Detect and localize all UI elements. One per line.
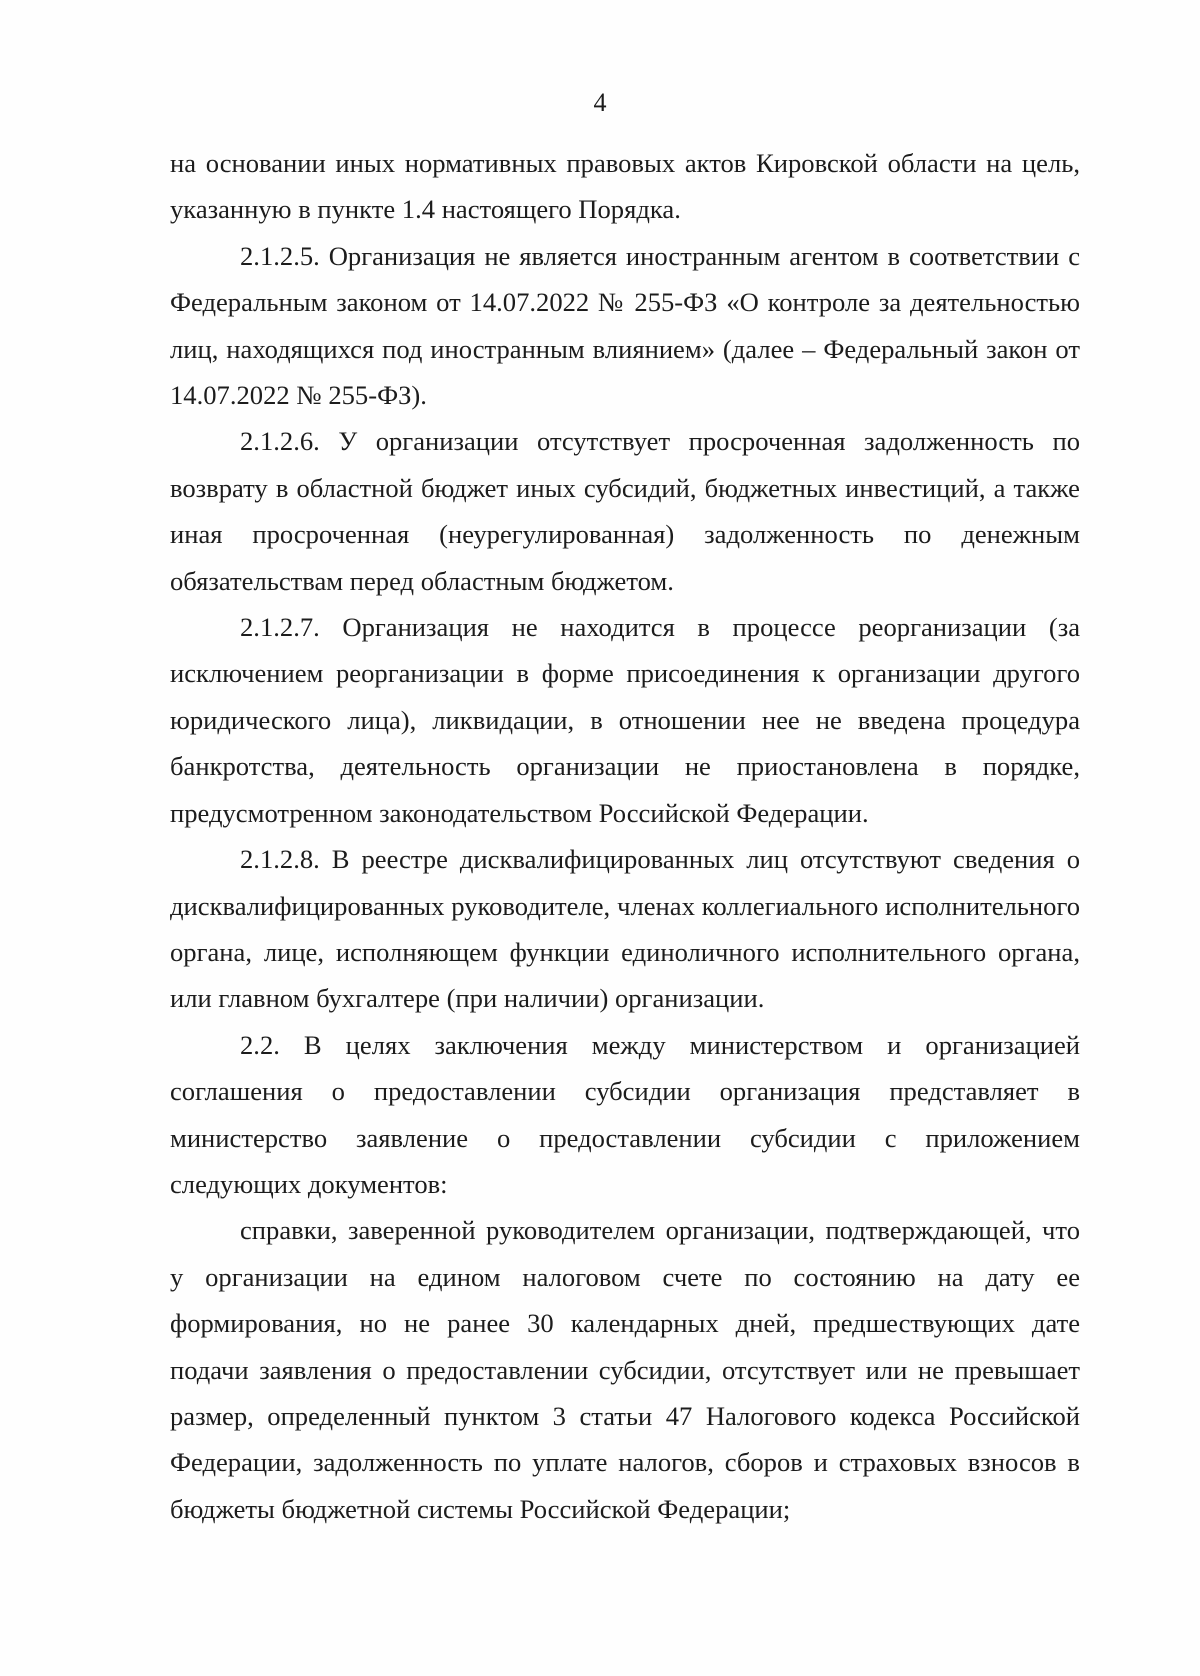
paragraph-2-1-2-7: 2.1.2.7. Организация не находится в процессе реорганизации (за исключением реорганизации в форме присоединения к организации другого юридического лица), ликвидации, в отношении нее не введена процедура банкротства, деятельность организации не приостановлена в порядке, предусмотренном законодательством Российской Федерации. xyxy=(170,612,1080,828)
page-number: 4 xyxy=(593,88,607,117)
paragraph-2-1-2-8: 2.1.2.8. В реестре дисквалифицированных лиц отсутствуют сведения о дисквалифицированных руководителе, членах коллегиального исполнительного органа, лице, исполняющем функции единоличного исполнительного органа, или главном бухгалтере (при наличии) организации. xyxy=(170,844,1080,1014)
paragraph-2-1-2-6: 2.1.2.6. У организации отсутствует просроченная задолженность по возврату в областной бюджет иных субсидий, бюджетных инвестиций, а также иная просроченная (неурегулированная) задолженность по денежным обязательствам перед областным бюджетом. xyxy=(170,426,1080,596)
paragraph-tax-certificate: справки, заверенной руководителем организации, подтверждающей, что у организации на едином налоговом счете по состоянию на дату ее формирования, но не ранее 30 календарных дней, предшествующих дате подачи заявления о предоставлении субсидии, отсутствует или не превышает размер, определенный пунктом 3 статьи 47 Налогового кодекса Российской Федерации, задолженность по уплате налогов, сборов и страховых взносов в бюджеты бюджетной системы Российской Федерации; xyxy=(170,1215,1080,1524)
paragraph-2-2: 2.2. В целях заключения между министерством и организацией соглашения о предоставлении субсидии организация представляет в министерство заявление о предоставлении субсидии с приложением следующих документов: xyxy=(170,1029,1080,1199)
paragraph-2-1-2-5: 2.1.2.5. Организация не является иностранным агентом в соответствии с Федеральным законом от 14.07.2022 № 255-ФЗ «О контроле за деятельностью лиц, находящихся под иностранным влиянием» (далее – Федеральный закон от 14.07.2022 № 255-ФЗ). xyxy=(170,240,1080,411)
document-body xyxy=(170,140,1080,1532)
paragraph-continuation: на основании иных нормативных правовых актов Кировской области на цель, указанную в пункте 1.4 настоящего Порядка. xyxy=(170,148,1080,225)
